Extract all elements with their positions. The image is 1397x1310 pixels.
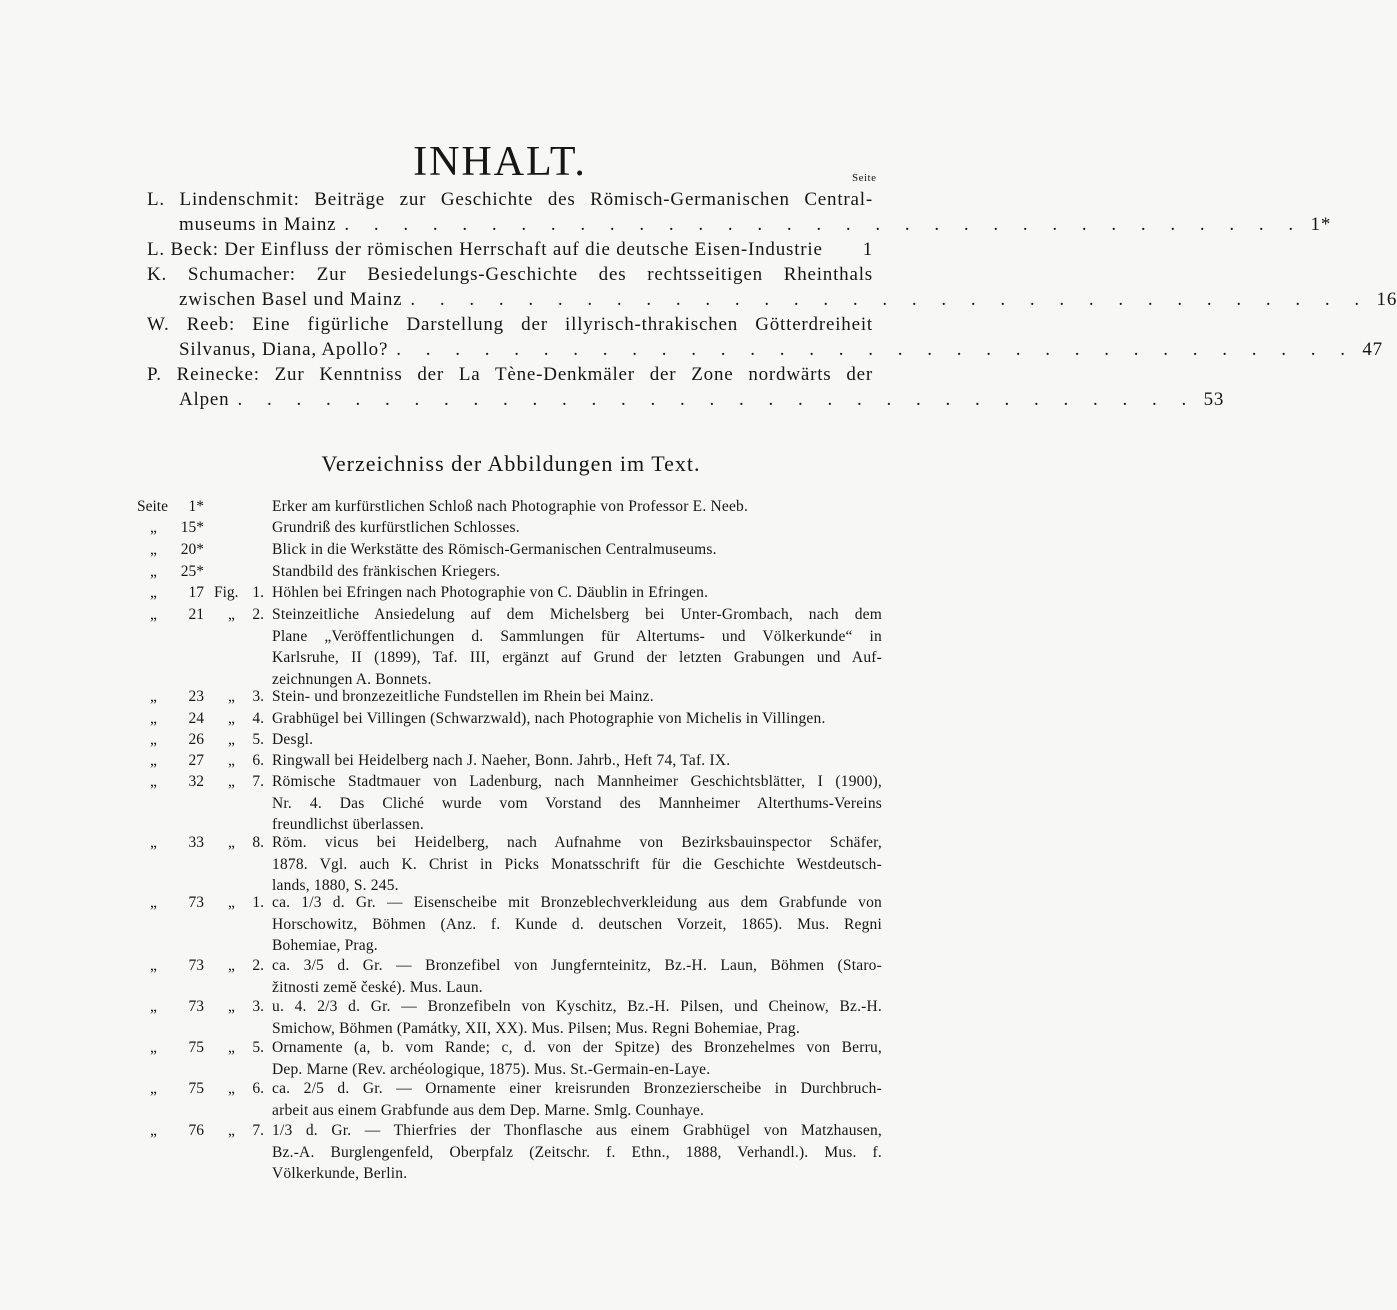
toc-leader-dots: . . . . . . . . . . . . . . . . . . . . . . . . . . . . . . . . .: [344, 214, 1304, 235]
toc-entry-text: P. Reinecke: Zur Kenntniss der La Tène-Denkmäler der Zone nordwärts der: [147, 364, 873, 385]
figure-page: 27: [188, 752, 204, 769]
toc-page-number: 47: [1362, 339, 1383, 360]
figure-number: 7.: [252, 773, 264, 790]
figure-description-line: freundlichst überlassen.: [272, 816, 425, 834]
figure-description-line: Ringwall bei Heidelberg nach J. Naeher, Bonn. Jahrb., Heft 74, Taf. IX.: [272, 752, 731, 769]
figure-description-line: ca. 2/5 d. Gr. — Ornamente einer kreisrunden Bronzezierscheibe in Durchbruch-: [272, 1080, 882, 1097]
figure-number: 6.: [252, 1080, 264, 1097]
ditto-mark: „: [228, 1080, 235, 1097]
page-column-label: Seite: [852, 172, 877, 184]
toc-entry-text: zwischen Basel und Mainz: [179, 289, 403, 310]
figure-number: 3.: [252, 688, 264, 705]
toc-entry: [147, 362, 1225, 412]
figure-description: [272, 582, 882, 604]
figure-description-line: Grundriß des kurfürstlichen Schlosses.: [272, 519, 520, 536]
ditto-mark: „: [150, 1039, 157, 1056]
toc-entry-text: W. Reeb: Eine figürliche Darstellung der illyrisch-thrakischen Götterdreiheit: [147, 314, 873, 335]
toc-entry: [147, 262, 1397, 312]
toc-entry-text: museums in Mainz: [179, 214, 337, 235]
toc-page-number: 16: [1376, 289, 1397, 310]
toc-leader-dots: . . . . . . . . . . . . . . . . . . . . . . . . . . . . . . . . .: [410, 289, 1370, 310]
figure-page: 33: [188, 834, 204, 851]
ditto-mark: „: [228, 752, 235, 769]
figure-description: [272, 771, 882, 836]
figure-page: 73: [188, 998, 204, 1015]
toc-leader-dots: . . . . . . . . . . . . . . . . . . . . . . . . . . . . . . . . .: [237, 389, 1197, 410]
ditto-mark: „: [150, 541, 157, 558]
figure-description-line: Karlsruhe, II (1899), Taf. III, ergänzt auf Grund der letzten Grabungen und Auf-: [272, 649, 882, 667]
figure-page: 21: [188, 606, 204, 623]
ditto-mark: „: [228, 731, 235, 748]
figure-page: 75: [188, 1039, 204, 1056]
toc-entry-text: Silvanus, Diana, Apollo?: [179, 339, 389, 360]
figure-number: 7.: [252, 1122, 264, 1139]
ditto-mark: „: [150, 773, 157, 790]
figure-page: 1*: [188, 498, 204, 515]
figure-description-line: zeichnungen A. Bonnets.: [272, 670, 432, 688]
figure-page: 76: [188, 1122, 204, 1139]
figure-description-line: Plane „Veröffentlichungen d. Sammlungen für Altertums- und Völkerkunde“ in: [272, 627, 882, 645]
figure-description-line: Höhlen bei Efringen nach Photographie von C. Däublin in Efringen.: [272, 584, 709, 601]
figure-description-line: Röm. vicus bei Heidelberg, nach Aufnahme von Bezirksbauinspector Schäfer,: [272, 834, 882, 851]
figure-description-line: arbeit aus einem Grabfunde aus dem Dep. Marne. Smlg. Counhaye.: [272, 1101, 705, 1119]
figure-description: [272, 832, 882, 897]
figure-description-line: Steinzeitliche Ansiedelung auf dem Michelsberg bei Unter-Grombach, nach dem: [272, 606, 882, 623]
figure-number: 1.: [252, 894, 264, 911]
figure-description-line: Bohemiae, Prag.: [272, 937, 378, 955]
figure-number: 5.: [252, 1039, 264, 1056]
figure-description-line: Römische Stadtmauer von Ladenburg, nach Mannheimer Geschichtsblätter, I (1900),: [272, 773, 882, 790]
figure-description-line: Dep. Marne (Rev. archéologique, 1875). Mus. St.-Germain-en-Laye.: [272, 1060, 711, 1078]
figure-description-line: Völkerkunde, Berlin.: [272, 1165, 408, 1183]
figure-description: [272, 604, 882, 690]
figure-description-line: ca. 1/3 d. Gr. — Eisenscheibe mit Bronzeblechverkleidung aus dem Grabfunde von: [272, 894, 882, 911]
ditto-mark: „: [228, 834, 235, 851]
figure-description: [272, 539, 882, 561]
figure-description: [272, 1078, 882, 1121]
ditto-mark: „: [228, 957, 235, 974]
figure-description: [272, 996, 882, 1039]
seite-label: Seite: [137, 498, 168, 515]
figure-description: [272, 517, 882, 539]
page-title: INHALT.: [413, 139, 587, 185]
ditto-mark: „: [150, 998, 157, 1015]
toc-page-number: 1*: [1310, 214, 1332, 235]
toc-page-number: 53: [1203, 389, 1225, 410]
ditto-mark: „: [150, 584, 157, 601]
toc-entry: [147, 312, 1383, 362]
figure-description-line: ca. 3/5 d. Gr. — Bronzefibel von Jungfernteinitz, Bz.-H. Laun, Böhmen (Staro-: [272, 957, 882, 974]
ditto-mark: „: [150, 894, 157, 911]
toc-entry-text: Alpen: [179, 389, 230, 410]
figure-page: 75: [188, 1080, 204, 1097]
ditto-mark: „: [228, 688, 235, 705]
figure-description: [272, 708, 882, 730]
figure-page: 20*: [180, 541, 204, 558]
figure-page: 23: [188, 688, 204, 705]
figure-description-line: Blick in die Werkstätte des Römisch-Germanischen Centralmuseums.: [272, 541, 717, 558]
ditto-mark: „: [228, 773, 235, 790]
figure-page: 24: [188, 710, 204, 727]
figure-description: [272, 729, 882, 751]
ditto-mark: „: [228, 606, 235, 623]
figure-description-line: 1/3 d. Gr. — Thierfries der Thonflasche aus einem Grabhügel von Matzhausen,: [272, 1122, 882, 1139]
ditto-mark: „: [228, 894, 235, 911]
toc-page-number: 1: [862, 239, 873, 260]
ditto-mark: „: [150, 957, 157, 974]
figure-description: [272, 955, 882, 998]
figure-number: 3.: [252, 998, 264, 1015]
figure-number: 2.: [252, 957, 264, 974]
figure-page: 73: [188, 894, 204, 911]
ditto-mark: „: [228, 998, 235, 1015]
ditto-mark: „: [150, 1080, 157, 1097]
figure-description-line: Ornamente (a, b. vom Rande; c, d. von der Spitze) des Bronzehelmes von Berru,: [272, 1039, 882, 1056]
figure-description-line: Grabhügel bei Villingen (Schwarzwald), nach Photographie von Michelis in Villingen.: [272, 710, 826, 727]
figure-description-line: Erker am kurfürstlichen Schloß nach Photographie von Professor E. Neeb.: [272, 498, 749, 515]
figure-number: 1.: [252, 584, 264, 601]
figure-page: 73: [188, 957, 204, 974]
ditto-mark: „: [150, 688, 157, 705]
figure-description-line: 1878. Vgl. auch K. Christ in Picks Monatsschrift für die Geschichte Westdeutsch-: [272, 855, 882, 873]
figure-description-line: Desgl.: [272, 731, 314, 748]
ditto-mark: „: [228, 710, 235, 727]
figure-number: 6.: [252, 752, 264, 769]
toc-entry: [147, 187, 1332, 237]
fig-label: Fig.: [214, 584, 239, 601]
figure-description-line: Bz.-A. Burglengenfeld, Oberpfalz (Zeitschr. f. Ethn., 1888, Verhandl.). Mus. f.: [272, 1143, 882, 1161]
ditto-mark: „: [150, 1122, 157, 1139]
figure-description-line: lands, 1880, S. 245.: [272, 877, 399, 895]
figure-page: 32: [188, 773, 204, 790]
ditto-mark: „: [150, 731, 157, 748]
ditto-mark: „: [150, 563, 157, 580]
figure-number: 2.: [252, 606, 264, 623]
figure-page: 26: [188, 731, 204, 748]
figure-number: 4.: [252, 710, 264, 727]
toc-entry-text: K. Schumacher: Zur Besiedelungs-Geschichte des rechtsseitigen Rheinthals: [147, 264, 873, 285]
figure-number: 5.: [252, 731, 264, 748]
figure-description: [272, 750, 882, 772]
toc-leader-dots: . . . . . . . . . . . . . . . . . . . . . . . . . . . . . . . . .: [396, 339, 1355, 360]
toc-entry-text: L. Lindenschmit: Beiträge zur Geschichte des Römisch-Germanischen Central-: [147, 189, 873, 210]
ditto-mark: „: [150, 519, 157, 536]
figure-description-line: Standbild des fränkischen Kriegers.: [272, 563, 501, 580]
figure-description-line: Smichow, Böhmen (Památky, XII, XX). Mus. Pilsen; Mus. Regni Bohemiae, Prag.: [272, 1019, 800, 1037]
figure-description: [272, 892, 882, 957]
figure-description-line: Horschowitz, Böhmen (Anz. f. Kunde d. deutschen Vorzeit, 1865). Mus. Regni: [272, 915, 882, 933]
ditto-mark: „: [228, 1039, 235, 1056]
figure-description: [272, 1120, 882, 1185]
ditto-mark: „: [228, 1122, 235, 1139]
figure-number: 8.: [252, 834, 264, 851]
figure-page: 15*: [180, 519, 204, 536]
ditto-mark: „: [150, 710, 157, 727]
figure-description-line: žitnosti zemĕ české). Mus. Laun.: [272, 978, 483, 996]
figure-page: 17: [188, 584, 204, 601]
figure-description-line: u. 4. 2/3 d. Gr. — Bronzefibeln von Kyschitz, Bz.-H. Pilsen, und Cheinow, Bz.-H.: [272, 998, 882, 1015]
ditto-mark: „: [150, 834, 157, 851]
figure-description: [272, 686, 882, 708]
figures-heading: Verzeichniss der Abbildungen im Text.: [321, 451, 701, 476]
figure-description: [272, 496, 882, 518]
toc-entry-text: L. Beck: Der Einfluss der römischen Herrschaft auf die deutsche Eisen-Industrie: [147, 239, 823, 260]
figure-description-line: Stein- und bronzezeitliche Fundstellen im Rhein bei Mainz.: [272, 688, 654, 705]
figure-description: [272, 1037, 882, 1080]
ditto-mark: „: [150, 752, 157, 769]
ditto-mark: „: [150, 606, 157, 623]
figure-page: 25*: [180, 563, 204, 580]
figure-description: [272, 561, 882, 583]
figure-description-line: Nr. 4. Das Cliché wurde vom Vorstand des Mannheimer Alterthums-Vereins: [272, 794, 882, 812]
toc-entry: [147, 237, 873, 262]
